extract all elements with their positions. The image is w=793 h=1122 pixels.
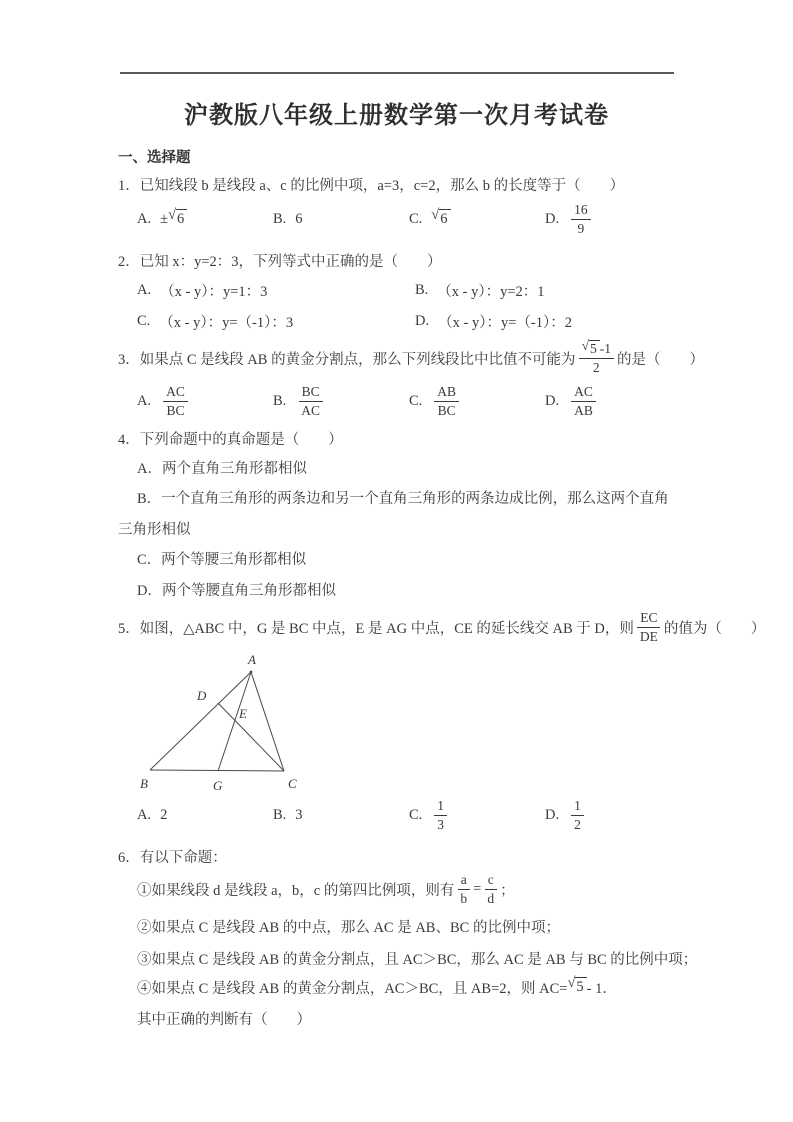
golden-ratio-fraction xyxy=(579,337,614,376)
fraction-denominator: AB xyxy=(574,402,593,418)
option-label: D. xyxy=(545,392,560,409)
header-rule xyxy=(120,72,674,74)
question-2-options-row-1 xyxy=(137,280,693,301)
radicand: 5 xyxy=(575,977,586,996)
question-5-stem xyxy=(118,608,765,646)
item-text: ； xyxy=(500,882,515,899)
stem-text: 的是（ ） xyxy=(616,351,704,368)
fraction xyxy=(434,383,459,419)
question-3-options xyxy=(137,381,681,421)
radical-sign: √ xyxy=(581,337,589,353)
option-label: C. xyxy=(409,806,423,823)
question-5-options xyxy=(137,796,681,834)
cevian-dc xyxy=(218,703,284,771)
section-heading: 一、选择题 xyxy=(118,150,191,166)
fraction-denominator: b xyxy=(460,890,468,906)
stem-text: 5．如图，△ABC 中，G 是 BC 中点，E 是 AG 中点，CE 的延长线交 AB 于 D，则 xyxy=(118,620,634,637)
fraction xyxy=(571,797,584,833)
sqrt-expression xyxy=(567,977,586,996)
question-2-option-d xyxy=(415,311,693,332)
item-text: ①如果线段 d 是线段 a，b，c 的第四比例项，则有 xyxy=(137,882,455,899)
option-label: A. xyxy=(137,282,152,298)
question-4-option-b: B．一个直角三角形的两条边和另一个直角三角形的两条边成比例，那么这两个直角三角形相似 xyxy=(118,491,669,538)
question-4-option-a: A．两个直角三角形都相似 xyxy=(137,461,307,477)
option-label: C. xyxy=(409,392,423,409)
fraction-numerator xyxy=(579,337,614,359)
option-label: D. xyxy=(545,806,560,823)
question-1-stem: 1．已知线段 b 是线段 a、c 的比例中项，a=3，c=2，那么 b 的长度等于（ ） xyxy=(118,178,625,194)
option-label: B. xyxy=(415,282,429,298)
question-2-stem: 2．已知 x：y=2：3，下列等式中正确的是（ ） xyxy=(118,254,442,270)
question-6-item-1 xyxy=(137,868,515,910)
vertex-label-b: B xyxy=(140,776,148,791)
fraction-denominator: 3 xyxy=(437,816,445,832)
question-4-option-d: D．两个等腰直角三角形都相似 xyxy=(137,583,336,599)
fraction-numerator: AB xyxy=(434,383,459,402)
fraction-numerator: EC xyxy=(637,609,660,628)
question-2-option-a xyxy=(137,280,415,301)
question-5-option-c xyxy=(409,797,545,833)
side-bc xyxy=(150,770,284,771)
fraction-denominator: DE xyxy=(639,628,658,644)
exam-title: 沪教版八年级上册数学第一次月考试卷 xyxy=(184,103,609,129)
radical-sign: √ xyxy=(168,207,177,224)
question-2-option-c xyxy=(137,311,415,332)
option-label: A. xyxy=(137,392,152,409)
question-6-final: 其中正确的判断有（ ） xyxy=(137,1012,311,1028)
question-2-option-b xyxy=(415,280,693,301)
fraction-numerator: 1 xyxy=(434,797,447,816)
fraction-denominator: 9 xyxy=(577,220,585,236)
vertex-a-dot xyxy=(250,671,253,674)
option-label: A. xyxy=(137,210,152,227)
point-label-d: D xyxy=(197,688,207,703)
fraction xyxy=(637,609,661,645)
fraction-numerator: 16 xyxy=(571,201,591,220)
sqrt-expression xyxy=(431,209,450,228)
side-ac xyxy=(251,672,284,771)
vertex-label-c: C xyxy=(288,776,297,791)
fraction-denominator: BC xyxy=(437,402,456,418)
radicand: 6 xyxy=(176,209,187,228)
fraction-denominator: 2 xyxy=(592,359,600,375)
equals-sign: = xyxy=(473,880,482,897)
option-value: 2 xyxy=(160,806,168,823)
radicand: 6 xyxy=(439,209,450,228)
option-value: 3 xyxy=(295,806,303,823)
fraction-numerator: AC xyxy=(163,383,188,402)
fraction xyxy=(163,383,188,419)
question-1-options xyxy=(137,200,681,238)
fraction-denominator: AC xyxy=(301,402,321,418)
stem-text: 3．如果点 C 是线段 AB 的黄金分割点，那么下列线段比中比值不可能为 xyxy=(118,351,576,368)
item-text: - 1． xyxy=(586,980,617,997)
option-label: B. xyxy=(273,806,287,823)
sqrt-expression xyxy=(581,337,600,358)
fraction-numerator: AC xyxy=(571,383,596,402)
question-1-option-b xyxy=(273,211,409,228)
fraction-numerator: 1 xyxy=(571,797,584,816)
fraction-denominator: 2 xyxy=(574,816,581,832)
option-label: C. xyxy=(137,313,151,329)
question-5-option-d xyxy=(545,797,681,833)
fraction xyxy=(571,201,591,237)
option-label: D. xyxy=(545,210,560,227)
fraction xyxy=(571,383,596,419)
question-4-stem: 4．下列命题中的真命题是（ ） xyxy=(118,432,343,448)
question-1-option-c xyxy=(409,209,545,228)
plus-minus-sign: ± xyxy=(160,210,169,227)
triangle-figure xyxy=(140,652,320,800)
question-5-option-a xyxy=(137,807,273,824)
question-6-item-3: ③如果点 C 是线段 AB 的黄金分割点，且 AC＞BC，那么 AC 是 AB 与 BC 的比例中项； xyxy=(137,952,698,968)
point-label-e: E xyxy=(239,706,247,721)
radical-sign: √ xyxy=(431,207,440,224)
fraction-denominator: BC xyxy=(166,402,185,418)
question-6-stem: 6．有以下命题： xyxy=(118,850,227,866)
question-6-item-2: ②如果点 C 是线段 AB 的中点，那么 AC 是 AB、BC 的比例中项； xyxy=(137,920,560,936)
option-label: A. xyxy=(137,806,152,823)
question-2-options-row-2 xyxy=(137,311,693,332)
question-5-option-b xyxy=(273,807,409,824)
option-label: C. xyxy=(409,210,423,227)
question-3-option-a xyxy=(137,383,273,419)
option-value: （x - y）：y=2：1 xyxy=(437,284,545,300)
fraction-denominator: d xyxy=(487,890,495,906)
question-3-option-b xyxy=(273,383,409,419)
fraction xyxy=(484,871,497,907)
question-6-item-4 xyxy=(137,976,617,998)
option-value: （x - y）：y=1：3 xyxy=(160,284,268,300)
option-value: （x - y）：y=（-1）：3 xyxy=(159,315,294,331)
fraction-numerator: a xyxy=(458,871,470,890)
point-label-g: G xyxy=(213,778,223,793)
stem-text: 的值为（ ） xyxy=(663,620,766,637)
option-label: D. xyxy=(415,313,430,329)
radicand: 5 xyxy=(589,340,600,358)
option-value: （x - y）：y=（-1）：2 xyxy=(438,315,572,331)
fraction xyxy=(298,383,323,419)
sqrt-expression xyxy=(168,209,187,228)
option-label: B. xyxy=(273,392,287,409)
vertex-label-a: A xyxy=(248,652,256,667)
option-value: 6 xyxy=(295,210,303,227)
item-text: ④如果点 C 是线段 AB 的黄金分割点，AC＞BC，且 AB=2，则 AC= xyxy=(137,980,568,997)
question-3-option-c xyxy=(409,383,545,419)
question-4-option-c: C．两个等腰三角形都相似 xyxy=(137,552,307,568)
radical-sign: √ xyxy=(567,975,576,992)
median-ag xyxy=(218,672,251,771)
fraction xyxy=(457,871,470,907)
fraction-numerator: BC xyxy=(299,383,323,402)
option-label: B. xyxy=(273,210,287,227)
question-3-option-d xyxy=(545,383,681,419)
fraction xyxy=(434,797,447,833)
numerator-rest: -1 xyxy=(599,341,611,357)
question-3-stem xyxy=(118,338,704,378)
question-1-option-d xyxy=(545,201,681,237)
fraction-numerator: c xyxy=(485,871,497,890)
question-1-option-a xyxy=(137,209,273,228)
